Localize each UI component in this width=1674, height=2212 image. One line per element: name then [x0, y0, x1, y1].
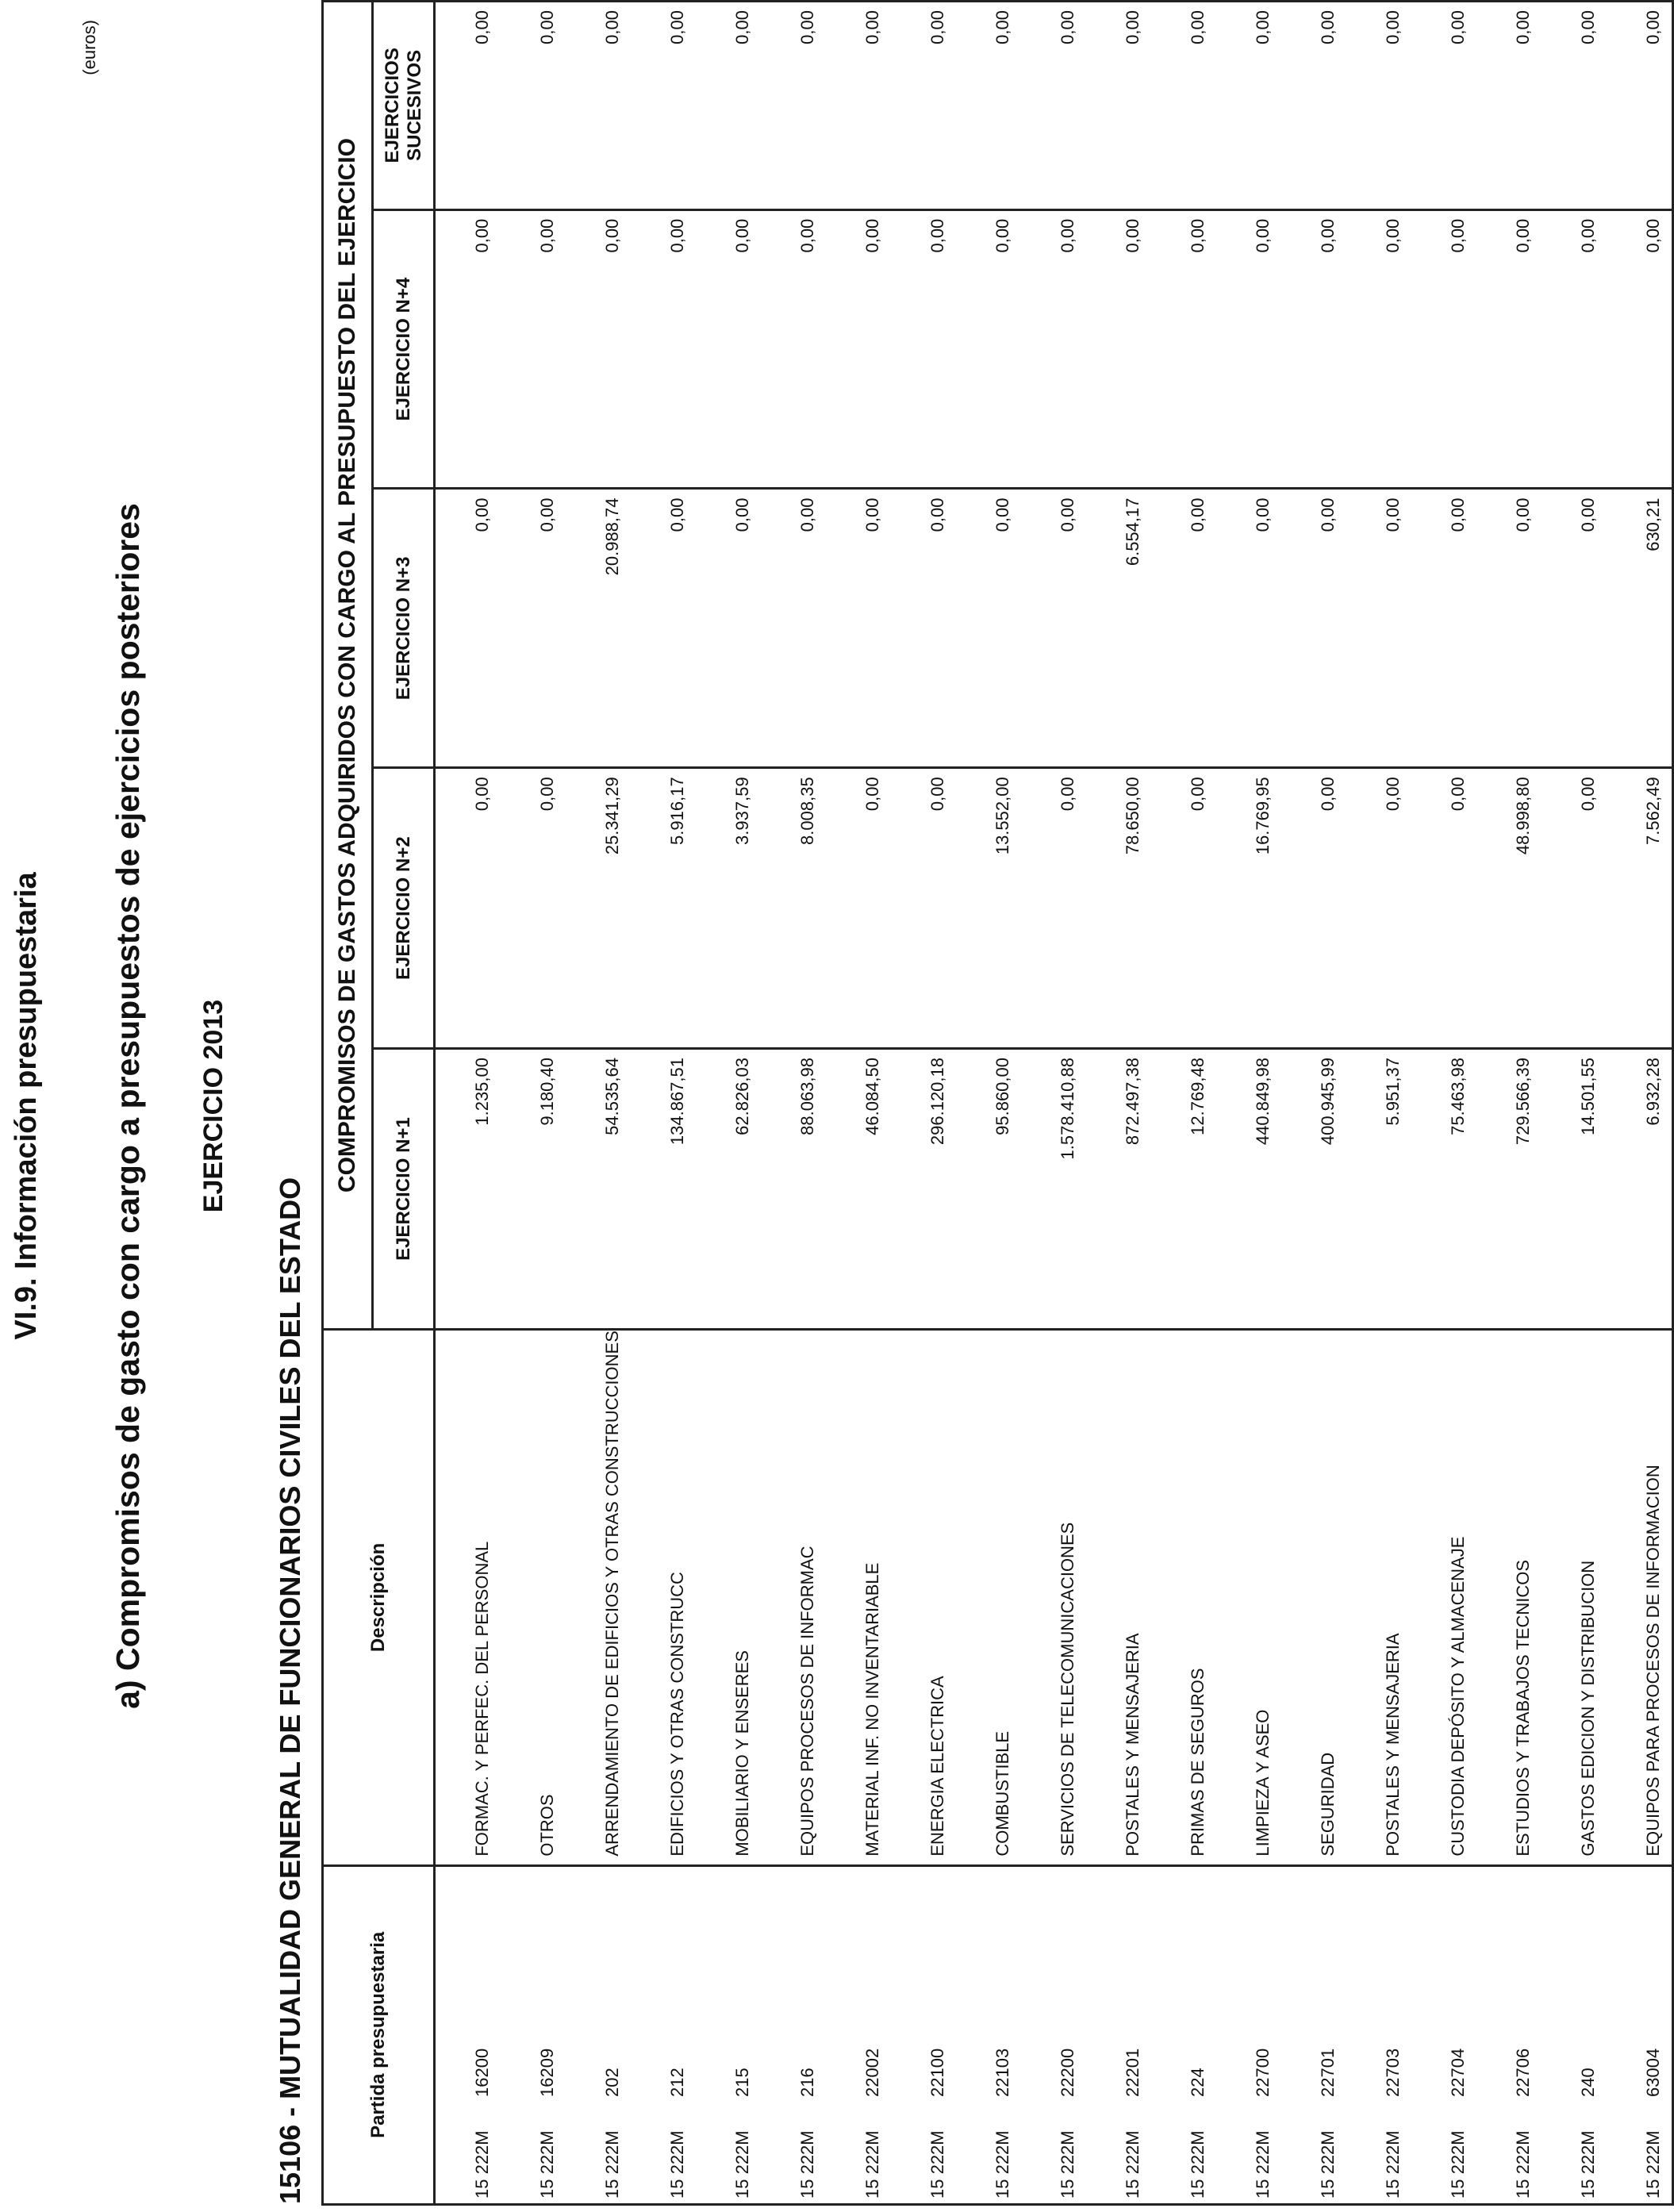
ejercicio-n1-cell: 440.849,98	[1216, 1049, 1281, 1330]
header-ejercicio-n4: EJERCICIO N+4	[373, 209, 435, 489]
ejercicios-sucesivos-cell: 0,00	[1021, 2, 1086, 210]
header-ejercicio-n2: EJERCICIO N+2	[373, 768, 435, 1049]
header-ejercicios-sucesivos: EJERCICIOS SUCESIVOS	[373, 2, 435, 210]
ejercicio-n4-cell: 0,00	[1281, 209, 1346, 489]
ejercicio-n2-cell: 7.562,49	[1607, 768, 1673, 1049]
table-body	[435, 2, 1673, 2205]
table-row	[566, 2, 631, 2205]
programa-code: 15 222M	[1513, 2130, 1533, 2199]
ejercicio-n4-cell: 0,00	[891, 209, 956, 489]
partida-cell	[1607, 1865, 1673, 2204]
ejercicio-n4-cell: 0,00	[435, 209, 501, 489]
units-label: (euros)	[79, 20, 99, 75]
ejercicio-n3-cell: 0,00	[1281, 489, 1346, 768]
ejercicios-sucesivos-cell: 0,00	[1542, 2, 1607, 210]
descripcion-cell: POSTALES Y MENSAJERIA	[1086, 1330, 1151, 1866]
programa-code: 15 222M	[1318, 2130, 1338, 2199]
economic-code: 22701	[1318, 2048, 1338, 2097]
ejercicio-n4-cell: 0,00	[826, 209, 891, 489]
partida-cell	[1151, 1865, 1216, 2204]
ejercicio-n3-cell: 0,00	[1476, 489, 1542, 768]
ejercicio-n2-cell: 8.008,35	[761, 768, 826, 1049]
header-group-compromisos: COMPROMISOS DE GASTOS ADQUIRIDOS CON CARGO AL PRESUPUESTO DEL EJERCICIO	[323, 2, 373, 1330]
ejercicio-n1-cell: 54.535,64	[566, 1049, 631, 1330]
header-partida: Partida presupuestaria	[323, 1865, 435, 2204]
economic-code: 63004	[1643, 2048, 1663, 2097]
exercise-label: EJERCICIO 2013	[198, 999, 228, 1213]
ejercicio-n4-cell: 0,00	[956, 209, 1021, 489]
table-row	[1476, 2, 1542, 2205]
table-row	[1607, 2, 1673, 2205]
descripcion-cell: ENERGIA ELECTRICA	[891, 1330, 956, 1866]
table-row	[631, 2, 696, 2205]
ejercicio-n3-cell: 0,00	[826, 489, 891, 768]
table-row	[826, 2, 891, 2205]
table-row	[1542, 2, 1607, 2205]
partida-cell	[435, 1865, 501, 2204]
header-descripcion: Descripción	[323, 1330, 435, 1866]
table-row	[1346, 2, 1411, 2205]
table-row	[761, 2, 826, 2205]
ejercicio-n1-cell: 75.463,98	[1411, 1049, 1476, 1330]
ejercicio-n2-cell: 0,00	[1021, 768, 1086, 1049]
ejercicio-n2-cell: 16.769,95	[1216, 768, 1281, 1049]
ejercicio-n1-cell: 134.867,51	[631, 1049, 696, 1330]
ejercicios-sucesivos-cell: 0,00	[891, 2, 956, 210]
ejercicio-n3-cell: 0,00	[956, 489, 1021, 768]
ejercicios-sucesivos-cell: 0,00	[435, 2, 501, 210]
ejercicio-n1-cell: 5.951,37	[1346, 1049, 1411, 1330]
economic-code: 22200	[1058, 2048, 1077, 2097]
ejercicios-sucesivos-cell: 0,00	[826, 2, 891, 210]
ejercicio-n1-cell: 46.084,50	[826, 1049, 891, 1330]
organism-title: 15106 - MUTUALIDAD GENERAL DE FUNCIONARIOS CIVILES DEL ESTADO	[274, 1177, 306, 2204]
ejercicio-n3-cell: 0,00	[1151, 489, 1216, 768]
ejercicio-n2-cell: 0,00	[1151, 768, 1216, 1049]
ejercicio-n2-cell: 0,00	[826, 768, 891, 1049]
descripcion-cell: CUSTODIA DEPÓSITO Y ALMACENAJE	[1411, 1330, 1476, 1866]
descripcion-cell: PRIMAS DE SEGUROS	[1151, 1330, 1216, 1866]
descripcion-cell: OTROS	[501, 1330, 566, 1866]
ejercicio-n4-cell: 0,00	[1216, 209, 1281, 489]
ejercicio-n4-cell: 0,00	[1151, 209, 1216, 489]
table-row	[1281, 2, 1346, 2205]
economic-code: 212	[667, 2068, 687, 2097]
section-title: VI.9. Información presupuestaria	[10, 872, 43, 1340]
ejercicio-n4-cell: 0,00	[761, 209, 826, 489]
descripcion-cell: EQUIPOS PROCESOS DE INFORMAC	[761, 1330, 826, 1866]
ejercicios-sucesivos-cell: 0,00	[1216, 2, 1281, 210]
ejercicio-n3-cell: 0,00	[1411, 489, 1476, 768]
ejercicios-sucesivos-cell: 0,00	[1086, 2, 1151, 210]
ejercicio-n1-cell: 12.769,48	[1151, 1049, 1216, 1330]
table-row	[696, 2, 761, 2205]
programa-code: 15 222M	[667, 2130, 687, 2199]
ejercicio-n3-cell: 0,00	[696, 489, 761, 768]
ejercicios-sucesivos-cell: 0,00	[1151, 2, 1216, 210]
partida-cell	[1476, 1865, 1542, 2204]
descripcion-cell: EDIFICIOS Y OTRAS CONSTRUCC	[631, 1330, 696, 1866]
ejercicio-n1-cell: 88.063,98	[761, 1049, 826, 1330]
ejercicio-n2-cell: 0,00	[1281, 768, 1346, 1049]
partida-cell	[1216, 1865, 1281, 2204]
programa-code: 15 222M	[1188, 2130, 1208, 2199]
programa-code: 15 222M	[472, 2130, 492, 2199]
ejercicio-n1-cell: 296.120,18	[891, 1049, 956, 1330]
ejercicio-n3-cell: 0,00	[1542, 489, 1607, 768]
ejercicio-n3-cell: 630,21	[1607, 489, 1673, 768]
economic-code: 22100	[927, 2048, 947, 2097]
ejercicio-n4-cell: 0,00	[1411, 209, 1476, 489]
header-ejercicio-n1: EJERCICIO N+1	[373, 1049, 435, 1330]
subtitle: a) Compromisos de gasto con cargo a presupuestos de ejercicios posteriores	[109, 503, 146, 1709]
ejercicio-n1-cell: 872.497,38	[1086, 1049, 1151, 1330]
descripcion-cell: ESTUDIOS Y TRABAJOS TECNICOS	[1476, 1330, 1542, 1866]
ejercicio-n3-cell: 0,00	[1346, 489, 1411, 768]
ejercicio-n3-cell: 0,00	[435, 489, 501, 768]
ejercicio-n2-cell: 0,00	[891, 768, 956, 1049]
ejercicio-n2-cell: 48.998,80	[1476, 768, 1542, 1049]
descripcion-cell: SERVICIOS DE TELECOMUNICACIONES	[1021, 1330, 1086, 1866]
ejercicio-n4-cell: 0,00	[631, 209, 696, 489]
ejercicio-n2-cell: 78.650,00	[1086, 768, 1151, 1049]
economic-code: 240	[1578, 2068, 1598, 2097]
ejercicio-n2-cell: 25.341,29	[566, 768, 631, 1049]
economic-code: 215	[732, 2068, 752, 2097]
ejercicios-sucesivos-cell: 0,00	[1346, 2, 1411, 210]
programa-code: 15 222M	[797, 2130, 817, 2199]
ejercicios-sucesivos-cell: 0,00	[566, 2, 631, 210]
table-row	[956, 2, 1021, 2205]
commitments-table	[321, 0, 1674, 2206]
ejercicio-n2-cell: 0,00	[435, 768, 501, 1049]
ejercicio-n3-cell: 0,00	[501, 489, 566, 768]
descripcion-cell: MATERIAL INF. NO INVENTARIABLE	[826, 1330, 891, 1866]
partida-cell	[761, 1865, 826, 2204]
partida-cell	[1411, 1865, 1476, 2204]
ejercicio-n3-cell: 0,00	[891, 489, 956, 768]
ejercicio-n2-cell: 0,00	[1542, 768, 1607, 1049]
partida-cell	[1346, 1865, 1411, 2204]
table-row	[1021, 2, 1086, 2205]
programa-code: 15 222M	[1383, 2130, 1403, 2199]
economic-code: 22706	[1513, 2048, 1533, 2097]
economic-code: 216	[797, 2068, 817, 2097]
ejercicio-n4-cell: 0,00	[696, 209, 761, 489]
partida-cell	[631, 1865, 696, 2204]
economic-code: 22700	[1253, 2048, 1273, 2097]
ejercicio-n3-cell: 20.988,74	[566, 489, 631, 768]
ejercicio-n1-cell: 729.566,39	[1476, 1049, 1542, 1330]
programa-code: 15 222M	[862, 2130, 882, 2199]
partida-cell	[826, 1865, 891, 2204]
ejercicios-sucesivos-cell: 0,00	[696, 2, 761, 210]
header-ejercicio-n3: EJERCICIO N+3	[373, 489, 435, 768]
partida-cell	[1086, 1865, 1151, 2204]
descripcion-cell: GASTOS EDICION Y DISTRIBUCION	[1542, 1330, 1607, 1866]
descripcion-cell: SEGURIDAD	[1281, 1330, 1346, 1866]
table-row	[891, 2, 956, 2205]
descripcion-cell: ARRENDAMIENTO DE EDIFICIOS Y OTRAS CONSTRUCCIONES	[566, 1330, 631, 1866]
programa-code: 15 222M	[537, 2130, 557, 2199]
programa-code: 15 222M	[1448, 2130, 1468, 2199]
descripcion-cell: FORMAC. Y PERFEC. DEL PERSONAL	[435, 1330, 501, 1866]
economic-code: 22103	[992, 2048, 1012, 2097]
programa-code: 15 222M	[992, 2130, 1012, 2199]
ejercicio-n4-cell: 0,00	[1086, 209, 1151, 489]
partida-cell	[1281, 1865, 1346, 2204]
table-row	[435, 2, 501, 2205]
programa-code: 15 222M	[1643, 2130, 1663, 2199]
economic-code: 16209	[537, 2048, 557, 2097]
descripcion-cell: COMBUSTIBLE	[956, 1330, 1021, 1866]
partida-cell	[1021, 1865, 1086, 2204]
ejercicio-n1-cell: 1.235,00	[435, 1049, 501, 1330]
ejercicios-sucesivos-cell: 0,00	[761, 2, 826, 210]
ejercicio-n1-cell: 6.932,28	[1607, 1049, 1673, 1330]
descripcion-cell: POSTALES Y MENSAJERIA	[1346, 1330, 1411, 1866]
ejercicio-n3-cell: 0,00	[1021, 489, 1086, 768]
table-row	[501, 2, 566, 2205]
economic-code: 202	[602, 2068, 622, 2097]
ejercicio-n3-cell: 0,00	[631, 489, 696, 768]
ejercicios-sucesivos-cell: 0,00	[1607, 2, 1673, 210]
partida-cell	[501, 1865, 566, 2204]
programa-code: 15 222M	[927, 2130, 947, 2199]
ejercicio-n1-cell: 400.945,99	[1281, 1049, 1346, 1330]
ejercicio-n4-cell: 0,00	[1542, 209, 1607, 489]
table-row	[1086, 2, 1151, 2205]
programa-code: 15 222M	[732, 2130, 752, 2199]
ejercicio-n1-cell: 95.860,00	[956, 1049, 1021, 1330]
table-row	[1151, 2, 1216, 2205]
ejercicio-n3-cell: 6.554,17	[1086, 489, 1151, 768]
programa-code: 15 222M	[1578, 2130, 1598, 2199]
ejercicios-sucesivos-cell: 0,00	[1476, 2, 1542, 210]
descripcion-cell: MOBILIARIO Y ENSERES	[696, 1330, 761, 1866]
ejercicios-sucesivos-cell: 0,00	[631, 2, 696, 210]
ejercicios-sucesivos-cell: 0,00	[956, 2, 1021, 210]
economic-code: 224	[1188, 2068, 1208, 2097]
ejercicio-n4-cell: 0,00	[1021, 209, 1086, 489]
economic-code: 16200	[472, 2048, 492, 2097]
ejercicio-n4-cell: 0,00	[1476, 209, 1542, 489]
partida-cell	[891, 1865, 956, 2204]
partida-cell	[1542, 1865, 1607, 2204]
ejercicios-sucesivos-cell: 0,00	[1281, 2, 1346, 210]
ejercicio-n1-cell: 9.180,40	[501, 1049, 566, 1330]
ejercicio-n3-cell: 0,00	[1216, 489, 1281, 768]
ejercicio-n4-cell: 0,00	[1346, 209, 1411, 489]
ejercicio-n4-cell: 0,00	[1607, 209, 1673, 489]
programa-code: 15 222M	[1123, 2130, 1142, 2199]
ejercicio-n2-cell: 0,00	[1346, 768, 1411, 1049]
ejercicios-sucesivos-cell: 0,00	[1411, 2, 1476, 210]
partida-cell	[956, 1865, 1021, 2204]
programa-code: 15 222M	[1058, 2130, 1077, 2199]
ejercicio-n2-cell: 3.937,59	[696, 768, 761, 1049]
economic-code: 22201	[1123, 2048, 1142, 2097]
programa-code: 15 222M	[602, 2130, 622, 2199]
table-row	[1411, 2, 1476, 2205]
ejercicio-n1-cell: 1.578.410,88	[1021, 1049, 1086, 1330]
partida-cell	[696, 1865, 761, 2204]
ejercicio-n3-cell: 0,00	[761, 489, 826, 768]
ejercicios-sucesivos-cell: 0,00	[501, 2, 566, 210]
descripcion-cell: EQUIPOS PARA PROCESOS DE INFORMACION	[1607, 1330, 1673, 1866]
ejercicio-n2-cell: 0,00	[1411, 768, 1476, 1049]
partida-cell	[566, 1865, 631, 2204]
economic-code: 22704	[1448, 2048, 1468, 2097]
programa-code: 15 222M	[1253, 2130, 1273, 2199]
ejercicio-n2-cell: 5.916,17	[631, 768, 696, 1049]
ejercicio-n4-cell: 0,00	[566, 209, 631, 489]
descripcion-cell: LIMPIEZA Y ASEO	[1216, 1330, 1281, 1866]
ejercicio-n2-cell: 13.552,00	[956, 768, 1021, 1049]
ejercicio-n1-cell: 14.501,55	[1542, 1049, 1607, 1330]
economic-code: 22703	[1383, 2048, 1403, 2097]
ejercicio-n1-cell: 62.826,03	[696, 1049, 761, 1330]
economic-code: 22002	[862, 2048, 882, 2097]
ejercicio-n2-cell: 0,00	[501, 768, 566, 1049]
ejercicio-n4-cell: 0,00	[501, 209, 566, 489]
table-row	[1216, 2, 1281, 2205]
